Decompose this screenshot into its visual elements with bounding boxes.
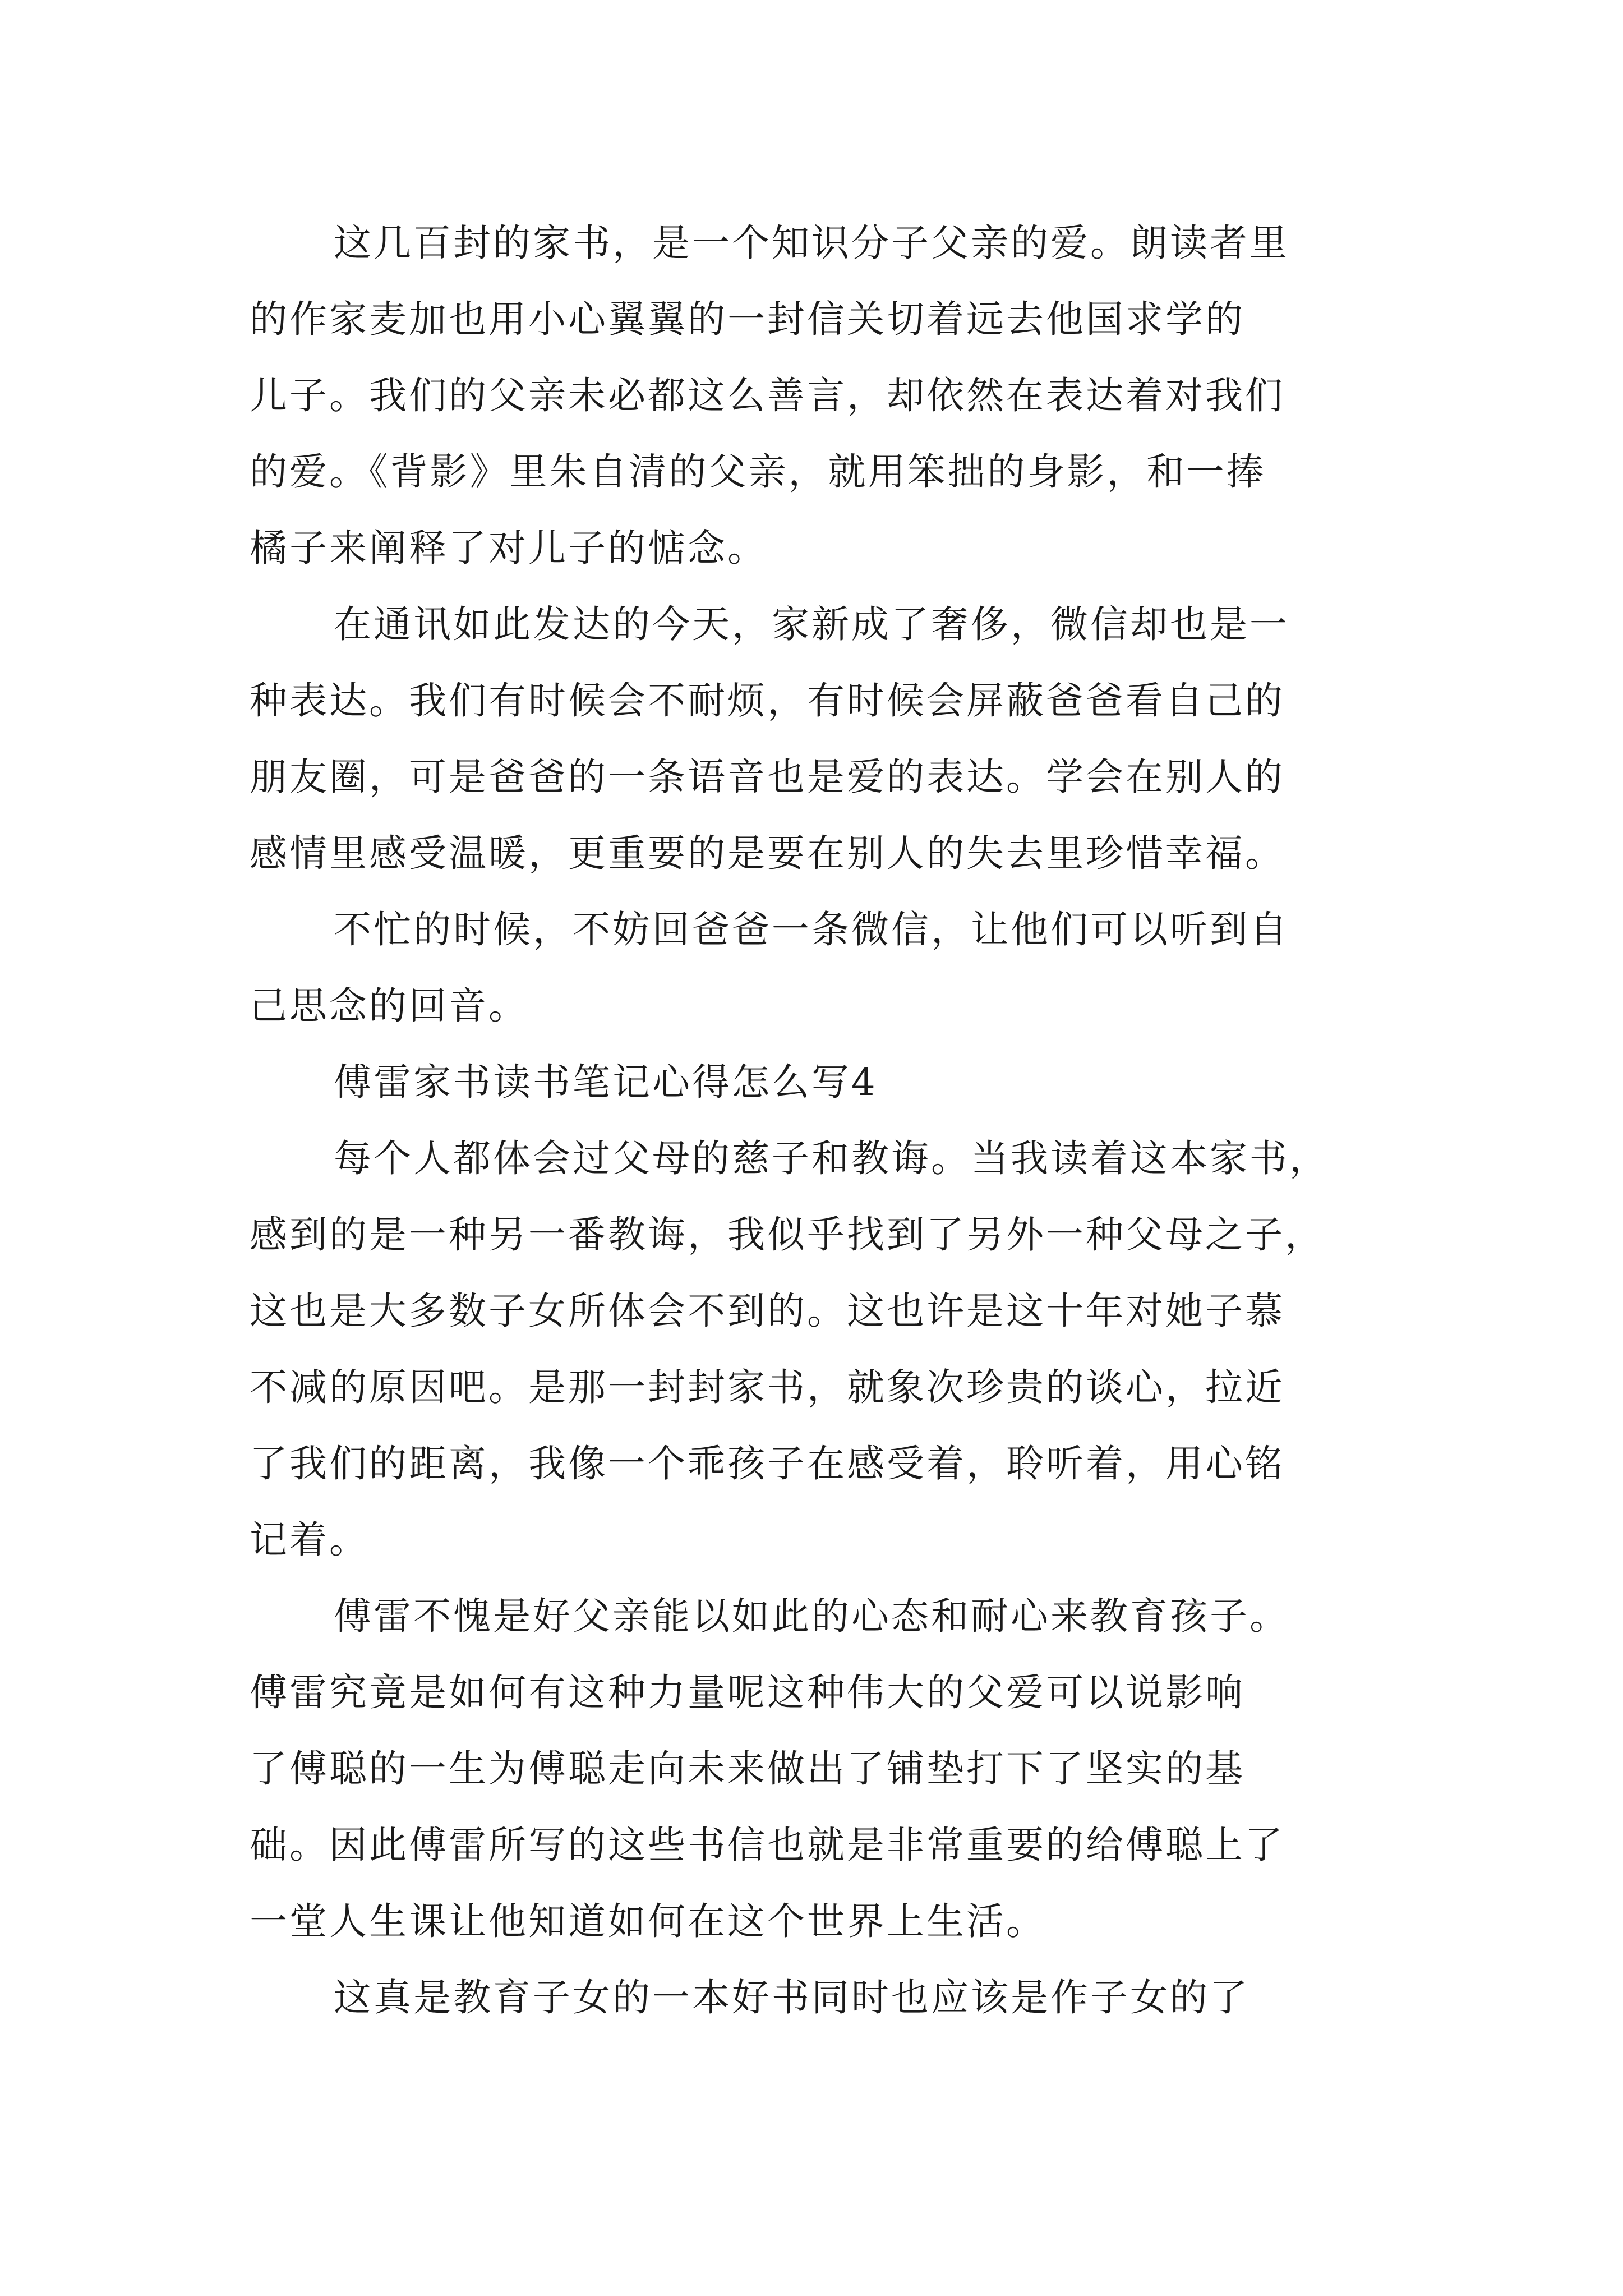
text-line: 感情里感受温暖，更重要的是要在别人的失去里珍惜幸福。 bbox=[250, 831, 1285, 875]
text-line: 记着。 bbox=[250, 1518, 369, 1562]
text-line: 础。因此傅雷所写的这些书信也就是非常重要的给傅聪上了 bbox=[250, 1823, 1285, 1867]
text-line: 橘子来阐释了对儿子的惦念。 bbox=[250, 526, 767, 570]
section-heading: 傅雷家书读书笔记心得怎么写4 bbox=[334, 1060, 878, 1104]
text-line: 这真是教育子女的一本好书同时也应该是作子女的了 bbox=[334, 1976, 1249, 2019]
text-line: 的爱。《背影》里朱自清的父亲，就用笨拙的身影，和一捧 bbox=[250, 450, 1266, 494]
text-line: 每个人都体会过父母的慈子和教诲。当我读着这本家书， bbox=[334, 1137, 1329, 1180]
text-line: 这几百封的家书，是一个知识分子父亲的爱。朗读者里 bbox=[334, 221, 1289, 265]
text-line: 了我们的距离，我像一个乖孩子在感受着，聆听着，用心铭 bbox=[250, 1442, 1285, 1485]
text-line: 感到的是一种另一番教诲，我似乎找到了另外一种父母之子， bbox=[250, 1213, 1325, 1257]
text-line: 这也是大多数子女所体会不到的。这也许是这十年对她子慕 bbox=[250, 1289, 1285, 1333]
text-line: 不减的原因吧。是那一封封家书，就象次珍贵的谈心，拉近 bbox=[250, 1365, 1285, 1409]
text-line: 一堂人生课让他知道如何在这个世界上生活。 bbox=[250, 1899, 1046, 1943]
text-line: 儿子。我们的父亲未必都这么善言，却依然在表达着对我们 bbox=[250, 374, 1285, 417]
text-line: 己思念的回音。 bbox=[250, 984, 528, 1028]
text-line: 傅雷不愧是好父亲能以如此的心态和耐心来教育孩子。 bbox=[334, 1594, 1289, 1638]
text-line: 种表达。我们有时候会不耐烦，有时候会屏蔽爸爸看自己的 bbox=[250, 679, 1285, 723]
text-line: 在通讯如此发达的今天，家新成了奢侈，微信却也是一 bbox=[334, 602, 1289, 646]
text-line: 朋友圈，可是爸爸的一条语音也是爱的表达。学会在别人的 bbox=[250, 755, 1285, 799]
text-line: 的作家麦加也用小心翼翼的一封信关切着远去他国求学的 bbox=[250, 297, 1245, 341]
text-line: 了傅聪的一生为傅聪走向未来做出了铺垫打下了坚实的基 bbox=[250, 1747, 1245, 1791]
text-line: 傅雷究竟是如何有这种力量呢这种伟大的父爱可以说影响 bbox=[250, 1671, 1245, 1714]
text-line: 不忙的时候，不妨回爸爸一条微信，让他们可以听到自 bbox=[334, 908, 1289, 951]
